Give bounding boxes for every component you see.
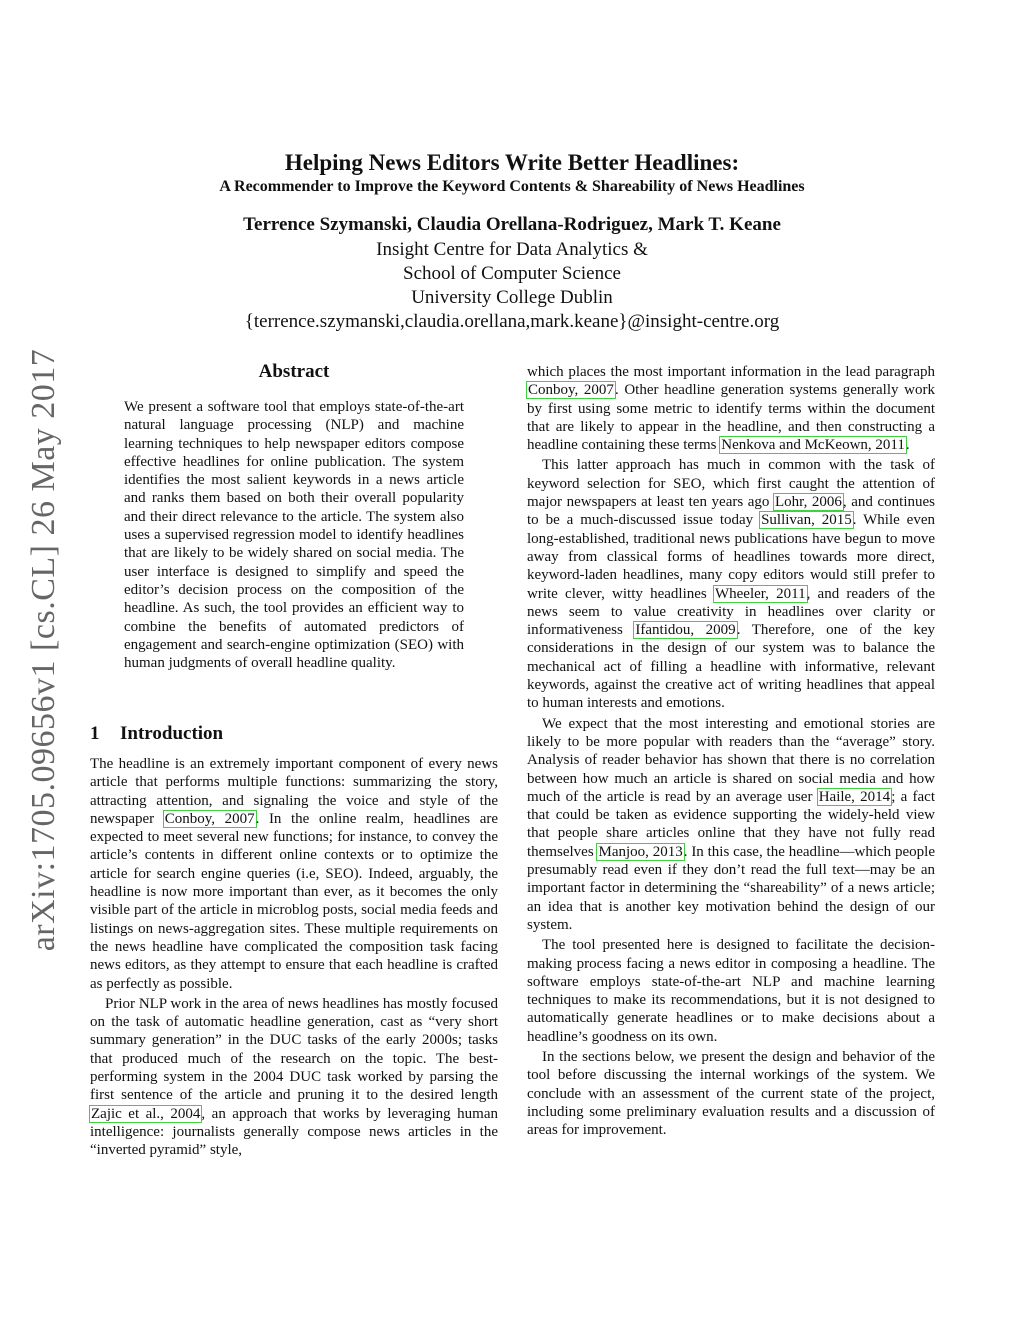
- paper-authors: Terrence Szymanski, Claudia Orellana-Rodriguez, Mark T. Keane: [243, 214, 781, 235]
- intro-paragraph-1: The headline is an extremely important component of every news article that performs multiple functions: summarizing the story, attracting attention, and signaling the voice and style of the newspaper Conboy, 2007. In the online realm, headlines are expected to meet several new functions; for instance, to convey the article’s contents in different online contexts or to optimize the article for search engine queries (i.e, SEO). Indeed, arguably, the headline is now more important than ever, as it becomes the only visible part of the article in microblog posts, social media feeds and listings on news-aggregation sites. These multiple requirements on the news headline have complicated the composition task facing news editors, as they attempt to ensure that each headline is crafted as perfectly as possible.: [90, 756, 499, 992]
- intro-paragraph-continued: which places the most important information in the lead paragraph Conboy, 2007. Other headline generation systems generally work by first using some metric to identify terms within the document that are likely to appear in the headline, and then constructing a headline containing these terms Nenkova and McKeown, 2011.: [527, 364, 935, 454]
- citation-link[interactable]: Sullivan, 2015: [761, 512, 852, 529]
- section-number: 1: [90, 723, 100, 744]
- paper-subtitle: A Recommender to Improve the Keyword Contents & Shareability of News Headlines: [219, 178, 805, 195]
- author-emails: {terrence.szymanski,claudia.orellana,mark.keane}@insight-centre.org: [244, 311, 780, 332]
- section-heading-introduction: [90, 723, 223, 745]
- paper-title: Helping News Editors Write Better Headlines:: [284, 150, 740, 175]
- intro-paragraph-3: This latter approach has much in common with the task of keyword selection for SEO, which first caught the attention of major newspapers at least ten years ago Lohr, 2006, and continues to be a much-discussed issue today Sullivan, 2015. While even long-established, traditional news publications have begun to move away from classical forms of headlines towards more direct, keyword-laden headlines, many copy editors would still prefer to write clever, witty headlines Wheeler, 2011, and readers of the news seem to value creativity in headlines over clarity or informativeness Ifantidou, 2009. Therefore, one of the key considerations in the design of our system was to balance the mechanical act of filling a headline with informative, relevant keywords, against the creative act of writing headlines that appeal to human interests and emotions.: [527, 457, 935, 712]
- citation-link[interactable]: Haile, 2014: [818, 788, 891, 805]
- citation-link[interactable]: Lohr, 2006: [775, 494, 842, 511]
- intro-paragraph-2: Prior NLP work in the area of news headlines has mostly focused on the task of automatic headline generation, cast as “very short summary generation” in the DUC tasks of the early 2000s; tasks that produced much of the research on the topic. The best-performing system in the 2004 DUC task worked by parsing the first sentence of the article and pruning it to the desired length Zajic et al., 2004, an approach that works by leveraging human intelligence: journalists generally compose news articles in the “inverted pyramid” style,: [90, 995, 498, 1159]
- intro-paragraph-6: In the sections below, we present the design and behavior of the tool before discussing the internal workings of the system. We conclude with an assessment of the current state of the project, including some preliminary evaluation results and a discussion of areas for improvement.: [527, 1048, 935, 1139]
- section-title: Introduction: [120, 723, 224, 744]
- citation-link[interactable]: Zajic et al., 2004: [91, 1105, 201, 1122]
- citation-link[interactable]: Conboy, 2007: [528, 382, 614, 399]
- intro-paragraph-5: The tool presented here is designed to facilitate the decision-making process facing a news editor in composing a headline. The software employs state-of-the-art NLP and machine learning techniques to make its recommendations, but it is not designed to automatically generate headlines or to make decisions about a headline’s goodness on its own.: [527, 937, 935, 1045]
- intro-paragraph-4: We expect that the most interesting and emotional stories are likely to be more popular with readers than the “average” story. Analysis of reader behavior has shown that there is no correlation between how much an article is shared on social media and how much of the article is read by an average user Haile, 2014; a fact that could be taken as evidence supporting the widely-held view that people share articles online that they have not fully read themselves Manjoo, 2013. In this case, the headline—which people presumably read even if they don’t read the full text—may be an important factor in determining the “shareability” of a news article; an idea that is another key motivation behind the design of our system.: [527, 715, 935, 933]
- arxiv-identifier: arXiv:1705.09656v1 [cs.CL] 26 May 2017: [25, 348, 62, 952]
- citation-link[interactable]: Manjoo, 2013: [598, 843, 683, 860]
- abstract-heading: Abstract: [258, 361, 330, 382]
- left-column: [90, 755, 498, 1160]
- right-column: [527, 363, 935, 1139]
- citation-link[interactable]: Conboy, 2007: [164, 810, 255, 827]
- affiliation-line-2: School of Computer Science: [403, 263, 621, 284]
- citation-link[interactable]: Wheeler, 2011: [714, 585, 806, 602]
- citation-link[interactable]: Ifantidou, 2009: [635, 622, 736, 639]
- abstract-text: We present a software tool that employs state-of-the-art natural language processing (NLP) and machine learning techniques to help newspaper editors compose effective headlines for online publication. The system identifies the most salient keywords in a news article and ranks them based on both their overall popularity and their direct relevance to the article. The system also uses a supervised regression model to identify headlines that are likely to be widely shared on social media. The user interface is designed to simplify and speed the editor’s decision process on the composition of the headline. As such, the tool provides an efficient way to combine the benefits of automated predictors of engagement and search-engine optimization (SEO) with human judgments of overall headline quality.: [124, 399, 464, 672]
- affiliation-line-1: Insight Centre for Data Analytics &: [376, 239, 648, 260]
- citation-link[interactable]: Nenkova and McKeown, 2011: [721, 437, 905, 454]
- affiliation-line-3: University College Dublin: [411, 287, 613, 308]
